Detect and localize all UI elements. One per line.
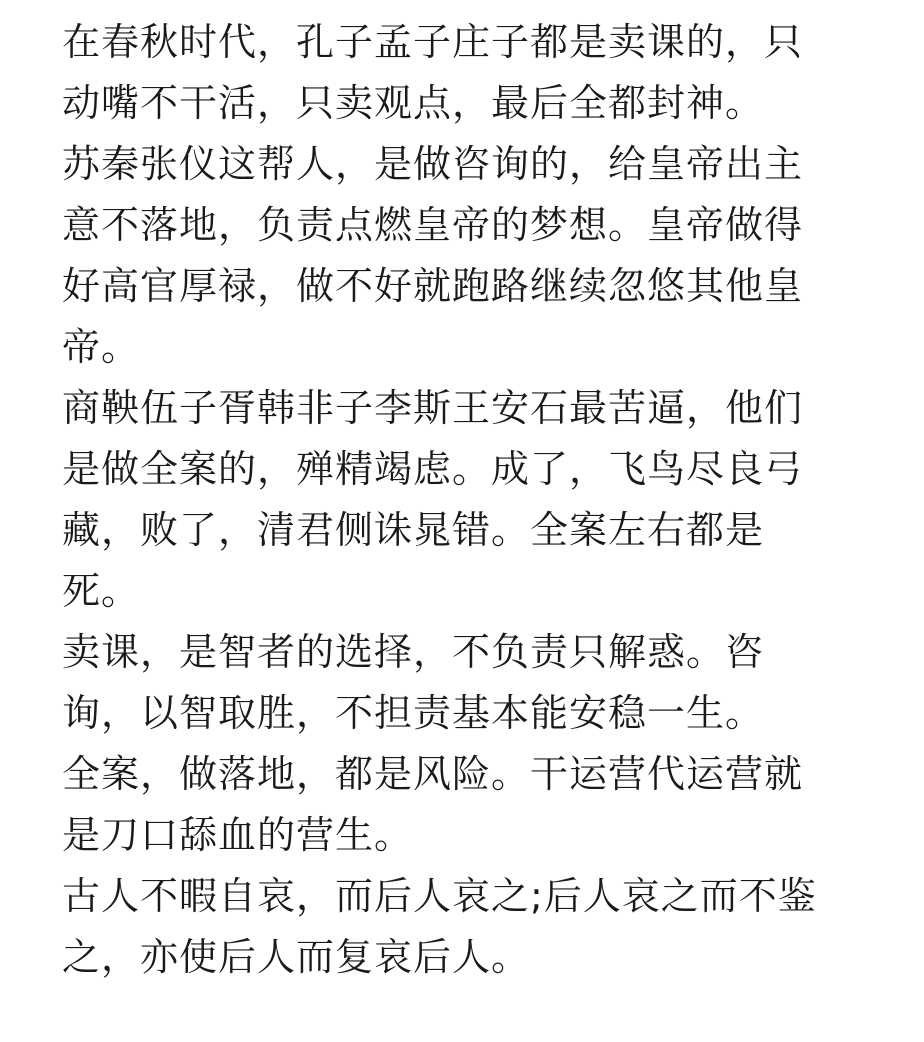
text-line: 是做全案的，殚精竭虑。成了，飞鸟尽良弓 [62,447,804,491]
text-line: 好高官厚禄，做不好就跑路继续忽悠其他皇 [62,264,804,308]
text-line: 古人不暇自哀，而后人哀之;后人哀之而不鉴 [62,874,817,918]
text-line: 全案，做落地，都是风险。干运营代运营就 [62,752,804,796]
text-line: 卖课，是智者的选择，不负责只解惑。咨 [62,630,765,674]
text-line: 意不落地，负责点燃皇帝的梦想。皇帝做得 [62,203,804,247]
text-line: 之，亦使后人而复哀后人。 [62,935,531,979]
text-line: 帝。 [62,325,141,369]
text-line: 苏秦张仪这帮人，是做咨询的，给皇帝出主 [62,142,804,186]
text-line: 死。 [62,569,141,613]
text-line: 藏，败了，清君侧诛晁错。全案左右都是 [62,508,765,552]
text-line: 动嘴不干活，只卖观点，最后全都封神。 [62,81,765,125]
text-line: 询，以智取胜，不担责基本能安稳一生。 [62,691,765,735]
text-line: 在春秋时代，孔子孟子庄子都是卖课的，只 [62,20,804,64]
text-line: 是刀口舔血的营生。 [62,813,414,857]
text-line: 商鞅伍子胥韩非子李斯王安石最苦逼，他们 [62,386,804,430]
article-text [62,12,862,988]
